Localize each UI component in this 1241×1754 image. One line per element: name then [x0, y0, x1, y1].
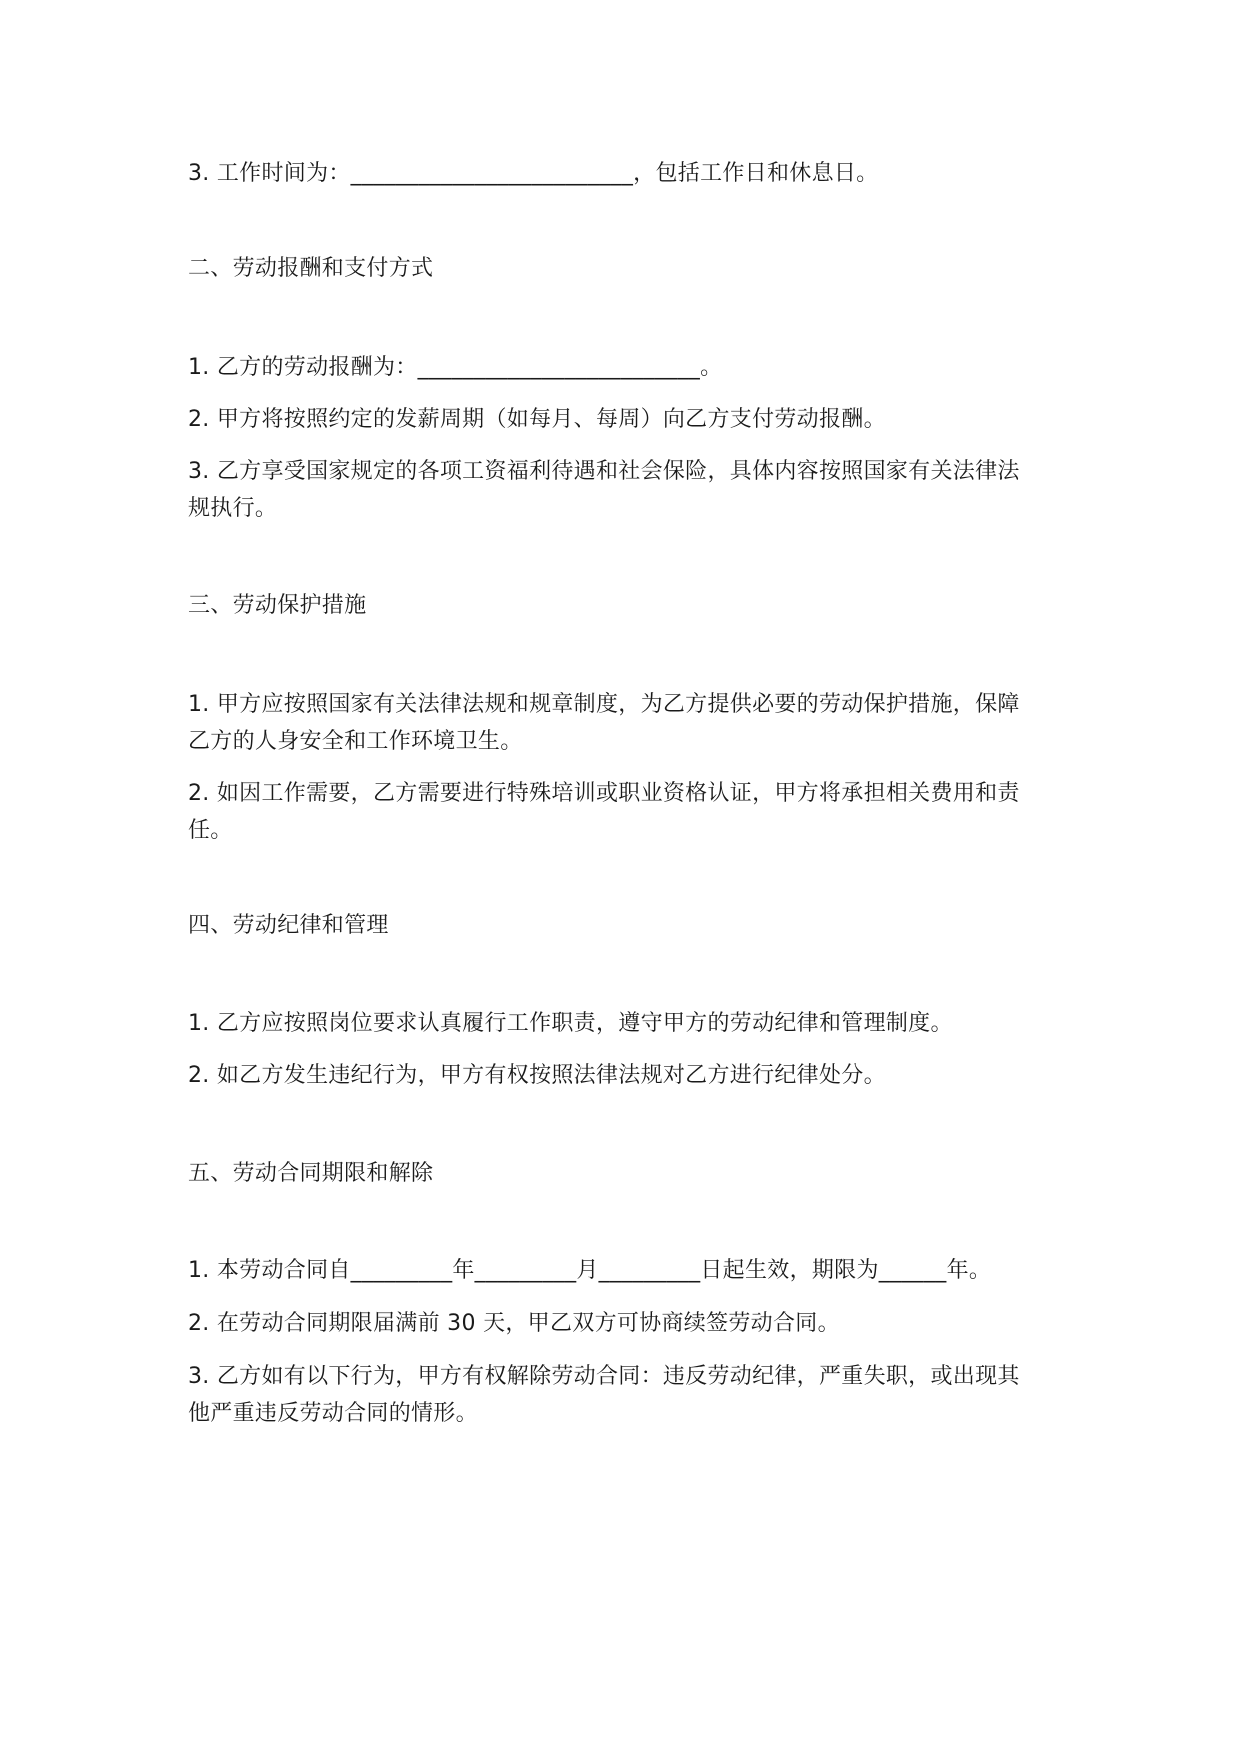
section-heading-remuneration: 二、劳动报酬和支付方式	[188, 256, 434, 281]
clause-termination-line-2: 他严重违反劳动合同的情形。	[188, 1401, 478, 1426]
clause-benefits-line-1: 3. 乙方享受国家规定的各项工资福利待遇和社会保险，具体内容按照国家有关法律法	[188, 459, 1020, 484]
clause-protection-line-2: 乙方的人身安全和工作环境卫生。	[188, 729, 523, 754]
clause-effective-date: 1. 本劳动合同自_________年_________月_________日起生效，期限为______年。	[188, 1258, 992, 1283]
clause-protection-line-1: 1. 甲方应按照国家有关法律法规和规章制度，为乙方提供必要的劳动保护措施，保障	[188, 692, 1020, 717]
clause-termination-line-1: 3. 乙方如有以下行为，甲方有权解除劳动合同：违反劳动纪律，严重失职，或出现其	[188, 1364, 1020, 1389]
clause-duties: 1. 乙方应按照岗位要求认真履行工作职责，遵守甲方的劳动纪律和管理制度。	[188, 1011, 953, 1036]
clause-training-line-1: 2. 如因工作需要，乙方需要进行特殊培训或职业资格认证，甲方将承担相关费用和责	[188, 781, 1020, 806]
clause-work-hours: 3. 工作时间为：_________________________，包括工作日和休息日。	[188, 161, 879, 186]
section-heading-discipline: 四、劳动纪律和管理	[188, 913, 389, 938]
clause-benefits-line-2: 规执行。	[188, 496, 278, 521]
section-heading-term: 五、劳动合同期限和解除	[188, 1161, 434, 1186]
clause-remuneration-amount: 1. 乙方的劳动报酬为：_________________________。	[188, 355, 723, 380]
clause-training-line-2: 任。	[188, 818, 233, 843]
clause-renewal: 2. 在劳动合同期限届满前 30 天，甲乙双方可协商续签劳动合同。	[188, 1311, 840, 1336]
section-heading-protection: 三、劳动保护措施	[188, 593, 367, 618]
clause-disciplinary-action: 2. 如乙方发生违纪行为，甲方有权按照法律法规对乙方进行纪律处分。	[188, 1063, 886, 1088]
clause-pay-cycle: 2. 甲方将按照约定的发薪周期（如每月、每周）向乙方支付劳动报酬。	[188, 407, 886, 432]
